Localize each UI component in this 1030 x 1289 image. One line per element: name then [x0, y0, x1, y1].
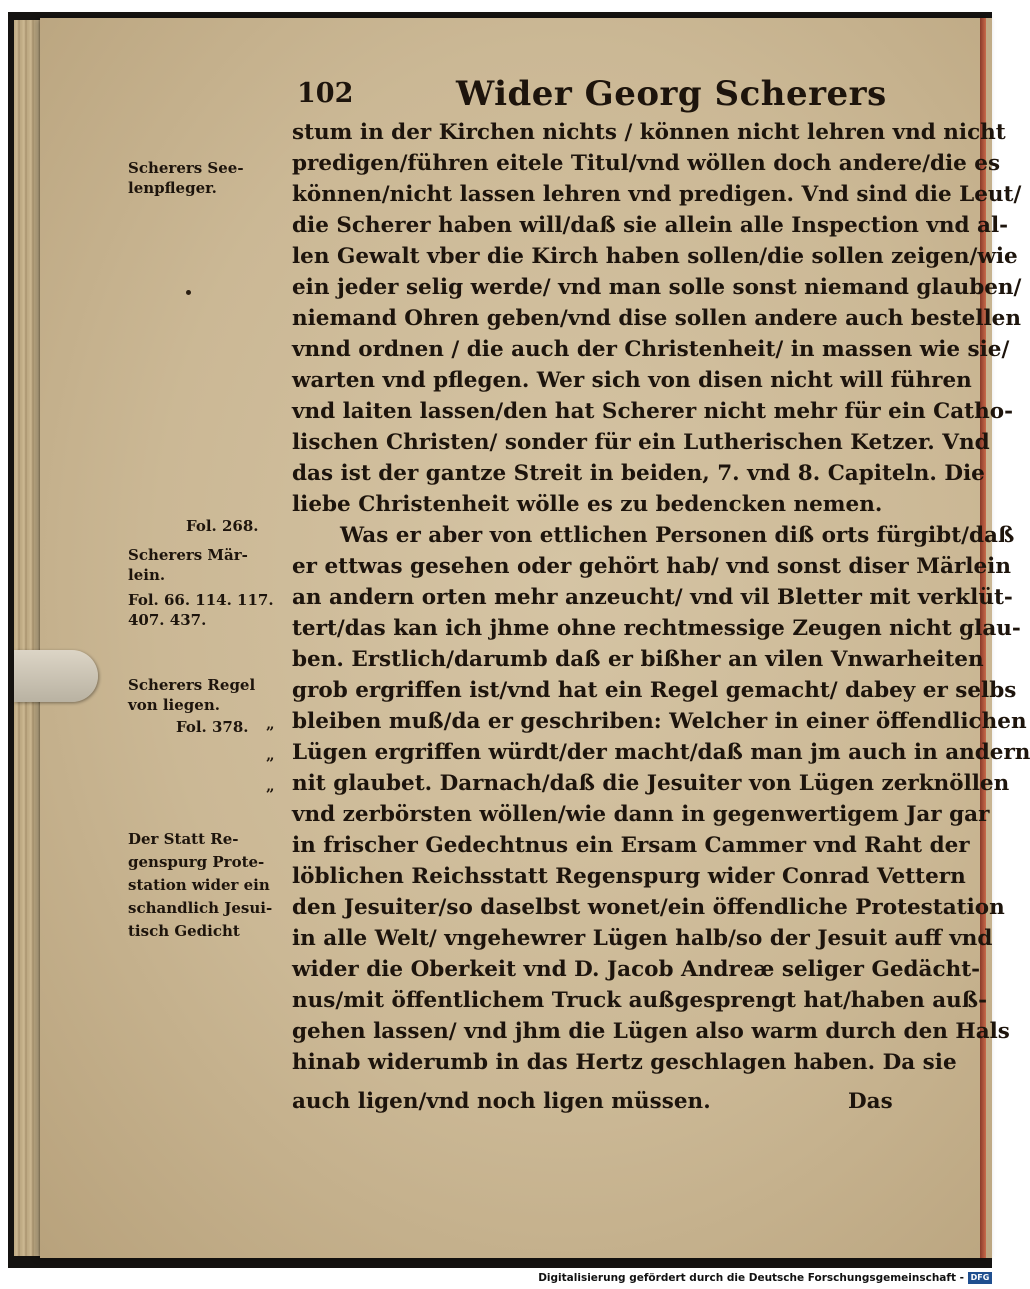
quote-mark: „: [266, 777, 275, 795]
margin-ref-fol-list: Fol. 66. 114. 117. 407. 437.: [128, 591, 274, 629]
body-line: nit glaubet. Darnach/daß die Jesuiter von Lügen zerknöllen: [292, 771, 1010, 796]
quote-mark: „: [266, 746, 275, 764]
body-line: löblichen Reichsstatt Regenspurg wider Conrad Vettern: [292, 864, 966, 889]
body-line: in frischer Gedechtnus ein Ersam Cammer vnd Raht der: [292, 833, 970, 858]
body-line: gehen lassen/ vnd jhm die Lügen also warm durch den Hals: [292, 1019, 1010, 1044]
ink-dot: [186, 290, 191, 295]
body-line: niemand Ohren geben/vnd dise sollen andere auch bestellen: [292, 306, 1021, 331]
body-line: auch ligen/vnd noch ligen müssen.: [292, 1089, 711, 1114]
body-line: vnd laiten lassen/den hat Scherer nicht mehr für ein Catho-: [292, 399, 1013, 424]
margin-ref-fol268: Fol. 268.: [186, 517, 259, 535]
body-line: predigen/führen eitele Titul/vnd wöllen doch andere/die es: [292, 151, 1001, 176]
page-number: 102: [297, 78, 354, 109]
margin-note-seelenpfleger: Scherers See- lenpfleger.: [128, 159, 244, 197]
body-line: liebe Christenheit wölle es zu bedencken nemen.: [292, 492, 883, 517]
body-line: tert/das kan ich jhme ohne rechtmessige Zeugen nicht glau-: [292, 616, 1021, 641]
body-line: er ettwas gesehen oder gehört hab/ vnd sonst diser Märlein: [292, 554, 1011, 579]
running-head: Wider Georg Scherers: [456, 74, 887, 114]
body-line: an andern orten mehr anzeucht/ vnd vil Bletter mit verklüt-: [292, 585, 1013, 610]
catchword: Das: [848, 1089, 893, 1114]
body-line: hinab widerumb in das Hertz geschlagen haben. Da sie: [292, 1050, 957, 1075]
body-line: wider die Oberkeit vnd D. Jacob Andreæ seliger Gedächt-: [292, 957, 981, 982]
body-line: vnd zerbörsten wöllen/wie dann in gegenwertigem Jar gar: [292, 802, 990, 827]
body-line: in alle Welt/ vngehewrer Lügen halb/so der Jesuit auff vnd: [292, 926, 993, 951]
dfg-logo: DFG: [968, 1272, 992, 1284]
body-line: warten vnd pflegen. Wer sich von disen nicht will führen: [292, 368, 972, 393]
body-line: das ist der gantze Streit in beiden, 7. vnd 8. Capiteln. Die: [292, 461, 985, 486]
body-line: den Jesuiter/so daselbst wonet/ein öffendliche Protestation: [292, 895, 1005, 920]
digitization-credit: Digitalisierung gefördert durch die Deutsche Forschungsgemeinschaft -: [538, 1272, 964, 1284]
body-line: nus/mit öffentlichem Truck außgesprengt hat/haben auß-: [292, 988, 988, 1013]
body-line: lischen Christen/ sonder für ein Lutherischen Ketzer. Vnd: [292, 430, 990, 455]
quote-mark: „: [266, 715, 275, 733]
body-line: Was er aber von ettlichen Personen diß orts fürgibt/daß: [340, 523, 1015, 548]
body-line: ben. Erstlich/darumb daß er bißher an vilen Vnwarheiten: [292, 647, 984, 672]
body-line: len Gewalt vber die Kirch haben sollen/die sollen zeigen/wie: [292, 244, 1018, 269]
margin-note-regel: Scherers Regel von liegen.: [128, 676, 256, 714]
body-line: grob ergriffen ist/vnd hat ein Regel gemacht/ dabey er selbs: [292, 678, 1017, 703]
body-line: die Scherer haben will/daß sie allein alle Inspection vnd al-: [292, 213, 1009, 238]
body-line: können/nicht lassen lehren vnd predigen. Vnd sind die Leut/: [292, 182, 1022, 207]
margin-note-regenspurg: Der Statt Re- genspurg Prote- station wider ein schandlich Jesui- tisch Gedicht: [128, 830, 273, 940]
body-line: stum in der Kirchen nichts / können nicht lehren vnd nicht: [292, 120, 1006, 145]
body-line: vnnd ordnen / die auch der Christenheit/ in massen wie sie/: [292, 337, 1010, 362]
margin-ref-fol378: Fol. 378.: [176, 718, 249, 736]
body-line: bleiben muß/da er geschriben: Welcher in einer öffendlichen: [292, 709, 1027, 734]
margin-note-maerlein: Scherers Mär- lein.: [128, 546, 248, 584]
body-line: Lügen ergriffen würdt/der macht/daß man jm auch in andern: [292, 740, 1030, 765]
body-line: ein jeder selig werde/ vnd man solle sonst niemand glauben/: [292, 275, 1022, 300]
